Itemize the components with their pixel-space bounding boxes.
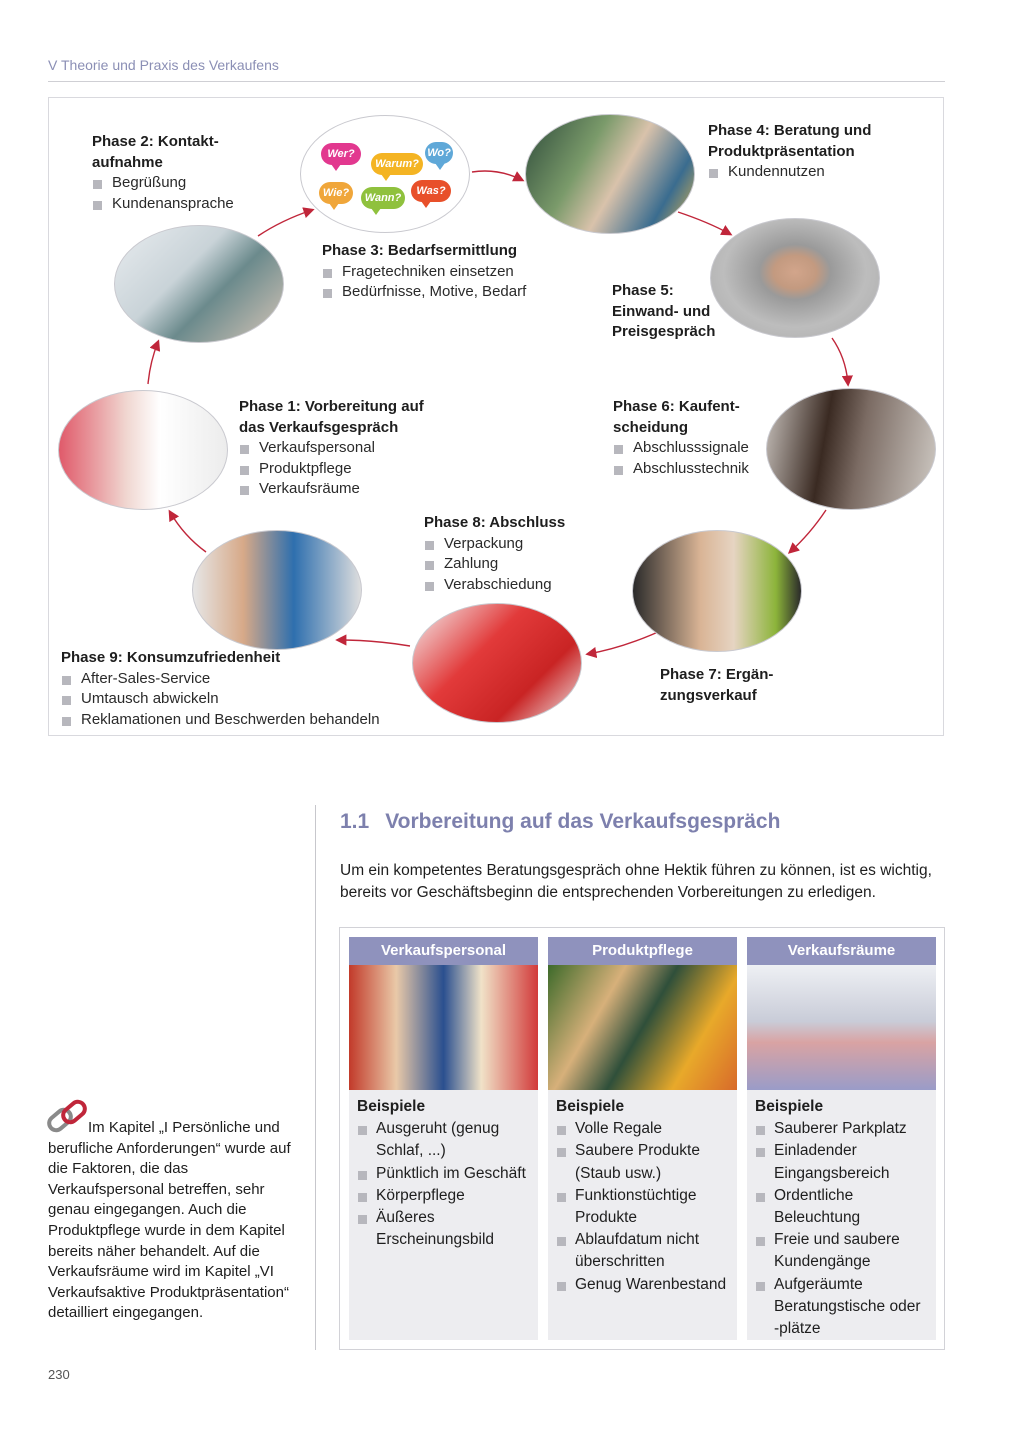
phase-1 <box>239 397 439 500</box>
phase-6: Phase 6: Kaufent- scheidung Abschlusssignale Abschlusstechnik <box>613 397 763 479</box>
arrow-p1-p2 <box>148 342 158 384</box>
arrow-p5-p6 <box>832 338 848 384</box>
example-item: Äußeres Erscheinungsbild <box>357 1207 530 1251</box>
examples-label: Beispiele <box>556 1098 625 1115</box>
phase-9-item: Reklamationen und Beschwerden behandeln <box>61 710 421 731</box>
page-number: 230 <box>48 1367 70 1382</box>
photo-store-interior <box>747 965 936 1090</box>
bubble-warum: Warum? <box>375 158 419 170</box>
example-item: Saubere Produkte (Staub usw.) <box>556 1140 729 1184</box>
phase-9 <box>61 648 421 730</box>
bubble-wer: Wer? <box>327 148 355 160</box>
card-verkaufspersonal <box>349 937 538 1340</box>
phase-3-item: Fragetechniken einsetzen <box>322 262 562 283</box>
arrow-p6-p7 <box>790 510 826 552</box>
example-item: Aufgeräumte Beratungstische oder -plätze <box>755 1274 928 1341</box>
example-item: Einladender Eingangsbereich <box>755 1140 928 1184</box>
example-item: Volle Regale <box>556 1118 729 1140</box>
running-head: V Theorie und Praxis des Verkaufens <box>48 57 279 73</box>
margin-divider <box>315 805 316 1350</box>
phase-9-item: Umtausch abwickeln <box>61 689 421 710</box>
phase-1-title: Phase 1: Vorbereitung auf das Verkaufsgespräch <box>239 398 424 436</box>
example-item: Genug Warenbestand <box>556 1274 729 1296</box>
photo-handshake <box>114 225 284 343</box>
arrow-p8-p9 <box>338 640 410 646</box>
phase-3-item: Bedürfnisse, Motive, Bedarf <box>322 282 562 303</box>
section-title: Vorbereitung auf das Verkaufsgespräch <box>385 810 781 833</box>
arrow-p4-p5 <box>678 212 730 234</box>
section-intro: Um ein kompetentes Beratungsgespräch ohne Hektik führen zu können, ist es wichtig, bereits vor Geschäftsbeginn die entsprechenden Vorbereitungen zu erledigen. <box>340 862 932 901</box>
phase-6-item: Abschlusstechnik <box>613 459 763 480</box>
card-title: Verkaufspersonal <box>349 937 538 965</box>
arrow-p2-p3 <box>258 210 312 236</box>
photo-product-presentation <box>525 114 695 234</box>
phase-3 <box>322 241 562 303</box>
section-heading <box>340 810 780 834</box>
example-item: Körperpflege <box>357 1185 530 1207</box>
example-item: Freie und saubere Kundengänge <box>755 1229 928 1273</box>
side-note <box>48 1118 293 1324</box>
phase-5 <box>612 281 722 343</box>
phase-6-item: Abschlusssignale <box>613 438 763 459</box>
phase-2-item: Begrüßung <box>92 173 252 194</box>
photo-thinking-man <box>710 218 880 338</box>
photo-juice-offer <box>632 530 802 652</box>
phase-8-item: Zahlung <box>424 554 594 575</box>
phase-1-item: Produktpflege <box>239 459 439 480</box>
phase-4-item: Kundennutzen <box>708 162 908 183</box>
phase-5-title: Phase 5: Einwand- und Preisgespräch <box>612 282 716 340</box>
card-title: Produktpflege <box>548 937 737 965</box>
bubble-wann: Wann? <box>364 192 402 204</box>
phase-2-item: Kundenansprache <box>92 194 252 215</box>
examples-label: Beispiele <box>755 1098 824 1115</box>
phase-4-title: Phase 4: Beratung und Produktpräsentation <box>708 122 872 160</box>
phase-7: Phase 7: Ergän- zungsverkauf <box>660 666 774 704</box>
arrow-p3-p4 <box>472 171 522 180</box>
bubble-wo: Wo? <box>427 147 451 159</box>
phase-8-title: Phase 8: Abschluss <box>424 514 566 531</box>
example-item: Pünktlich im Geschäft <box>357 1163 530 1185</box>
phase-2: Phase 2: Kontakt- aufnahme Begrüßung Kundenansprache <box>92 132 252 214</box>
example-item: Ordentliche Beleuchtung <box>755 1185 928 1229</box>
photo-shop-preparation <box>58 390 228 510</box>
phase-8 <box>424 513 594 595</box>
phase-3-title: Phase 3: Bedarfsermittlung <box>322 242 518 259</box>
phase-1-item: Verkaufspersonal <box>239 438 439 459</box>
arrow-p9-p1 <box>170 512 206 552</box>
photo-sales-clerk <box>349 965 538 1090</box>
phase-8-item: Verabschiedung <box>424 575 594 596</box>
phase-8-item: Verpackung <box>424 534 594 555</box>
card-title: Verkaufsräume <box>747 937 936 965</box>
phase-1-item: Verkaufsräume <box>239 479 439 500</box>
section-number: 1.1 <box>340 810 370 833</box>
example-item: Funktionstüchtige Produkte <box>556 1185 729 1229</box>
photo-thumbs-up <box>192 530 362 650</box>
phase-4 <box>708 121 908 183</box>
example-item: Ausgeruht (genug Schlaf, ...) <box>357 1118 530 1162</box>
bubble-was: Was? <box>416 185 446 197</box>
example-item: Ablaufdatum nicht überschritten <box>556 1229 729 1273</box>
photo-payment-bag <box>412 603 582 723</box>
question-bubbles-graphic <box>300 115 470 233</box>
phase-9-item: After-Sales-Service <box>61 669 421 690</box>
bubble-wie: Wie? <box>322 187 350 199</box>
card-verkaufsraeume <box>747 937 936 1340</box>
phase-9-title: Phase 9: Konsumzufriedenheit <box>61 649 281 666</box>
side-note-text: Im Kapitel „I Persönliche und berufliche Anforderungen“ wurde auf die Faktoren, die das Verkaufspersonal betreffen, sehr genau eingegangen. Auch die Produktpflege wurde in dem Kapitel bereits näher behandelt. Auf die Verkaufsräume wird im Kapitel „VI Verkaufsaktive Produktpräsentation“ detailliert eingegangen. <box>48 1119 291 1322</box>
photo-produce-display <box>548 965 737 1090</box>
example-item: Sauberer Parkplatz <box>755 1118 928 1140</box>
examples-label: Beispiele <box>357 1098 426 1115</box>
card-produktpflege <box>548 937 737 1340</box>
arrow-p7-p8 <box>588 632 658 654</box>
photo-woman-decision <box>766 388 936 510</box>
